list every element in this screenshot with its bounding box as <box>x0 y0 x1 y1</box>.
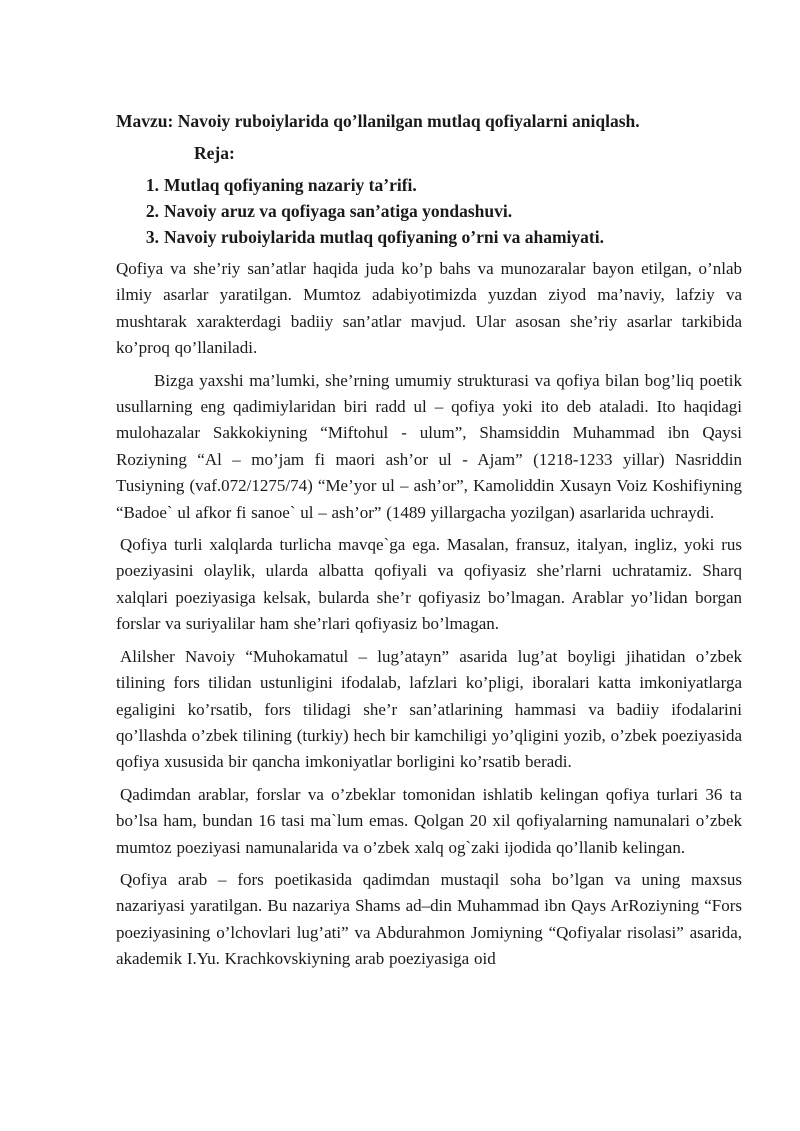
body-paragraph: Qofiya va she’riy san’atlar haqida juda ko’p bahs va munozaralar bayon etilgan, o’nlab ilmiy asarlar yaratilgan. Mumtoz adabiyotimizda yuzdan ziyod ma’naviy, lafziy va mushtarak xarakterdagi badiiy san’atlar mavjud. Ular asosan she’riy asarlar tarkibida ko’proq qo’llaniladi. <box>116 259 742 358</box>
plan-list <box>116 172 742 250</box>
body-paragraph: Qofiya arab – fors poetikasida qadimdan mustaqil soha bo’lgan va uning maxsus nazariyasi yaratilgan. Bu nazariya Shams ad–din Muhammad ibn Qays ArRoziyning “Fors poeziyasining o’lchovlari lug’ati” va Abdurahmon Jomiyning “Qofiyalar risolasi” asarida, akademik I.Yu. Krachkovskiyning arab poeziyasiga oid <box>116 869 742 969</box>
plan-heading: Reja: <box>194 143 235 163</box>
plan-item-number: 1. <box>145 175 159 195</box>
plan-item-number: 2. <box>145 201 159 221</box>
document-title: Mavzu: Navoiy ruboiylarida qo’llanilgan mutlaq qofiyalarni aniqlash. <box>116 111 640 131</box>
plan-item-text: Mutlaq qofiyaning nazariy ta’rifi. <box>164 175 417 195</box>
plan-item-text: Navoiy aruz va qofiyaga san’atiga yondashuvi. <box>164 201 513 221</box>
document-page <box>116 108 742 979</box>
plan-item-number: 3. <box>145 227 159 247</box>
body-paragraph: Qofiya turli xalqlarda turlicha mavqe`ga ega. Masalan, fransuz, italyan, ingliz, yoki rus poeziyasini olaylik, ularda albatta qofiyali va qofiyasiz she’rlarni uchratamiz. Sharq xalqlari poeziyasiga kelsak, bularda she’r qofiyasiz bo’lmagan. Arablar yo’lidan borgan forslar va suriyalilar ham she’rlari qofiyasiz bo’lmagan. <box>116 535 742 634</box>
plan-item <box>116 172 742 198</box>
plan-item-text: Navoiy ruboiylarida mutlaq qofiyaning o’rni va ahamiyati. <box>164 227 604 247</box>
body-paragraph: Qadimdan arablar, forslar va o’zbeklar tomonidan ishlatib kelingan qofiya turlari 36 ta bo’lsa ham, bundan 16 tasi ma`lum emas. Qolgan 20 xil qofiyalarning namunalari o’zbek mumtoz poeziyasi namunalarida va o’zbek xalq og`zaki ijodida qo’llanib kelingan. <box>116 784 742 857</box>
body-paragraph: Bizga yaxshi ma’lumki, she’rning umumiy strukturasi va qofiya bilan bog’liq poetik usullarning eng qadimiylaridan biri radd ul – qofiya yoki ito deb ataladi. Ito haqidagi mulohazalar Sakkokiyning “Miftohul - ulum”, Shamsiddin Muhammad ibn Qaysi Roziyning “Al – mo’jam fi maori ash’or ul - Ajam” (1218-1233 yillar) Nasriddin Tusiyning (vaf.072/1275/74) “Me’yor ul – ash’or”, Kamoliddin Xusayn Voiz Koshifiyning “Badoe` ul afkor fi sanoe` ul – ash’or” (1489 yillargacha yozilgan) asarlarida uchraydi. <box>116 370 742 522</box>
body-paragraph: Alilsher Navoiy “Muhokamatul – lug’atayn” asarida lug’at boyligi jihatidan o’zbek tilining fors tilidan ustunligini ifodalab, lafzlari ko’pligi, iboralari katta imkoniyatlarga egaligini ko’rsatib, fors tilidagi she’r san’atlarining hammasi va badiiy ifodalarini qo’llashda o’zbek tilining (turkiy) hech bir kamchiligi yo’qligini yozib, o’zbek poeziyasida qofiya xususida bir qancha imkoniyatlar borligini ko’rsatib beradi. <box>116 646 742 772</box>
plan-item <box>116 224 742 250</box>
plan-item <box>116 198 742 224</box>
